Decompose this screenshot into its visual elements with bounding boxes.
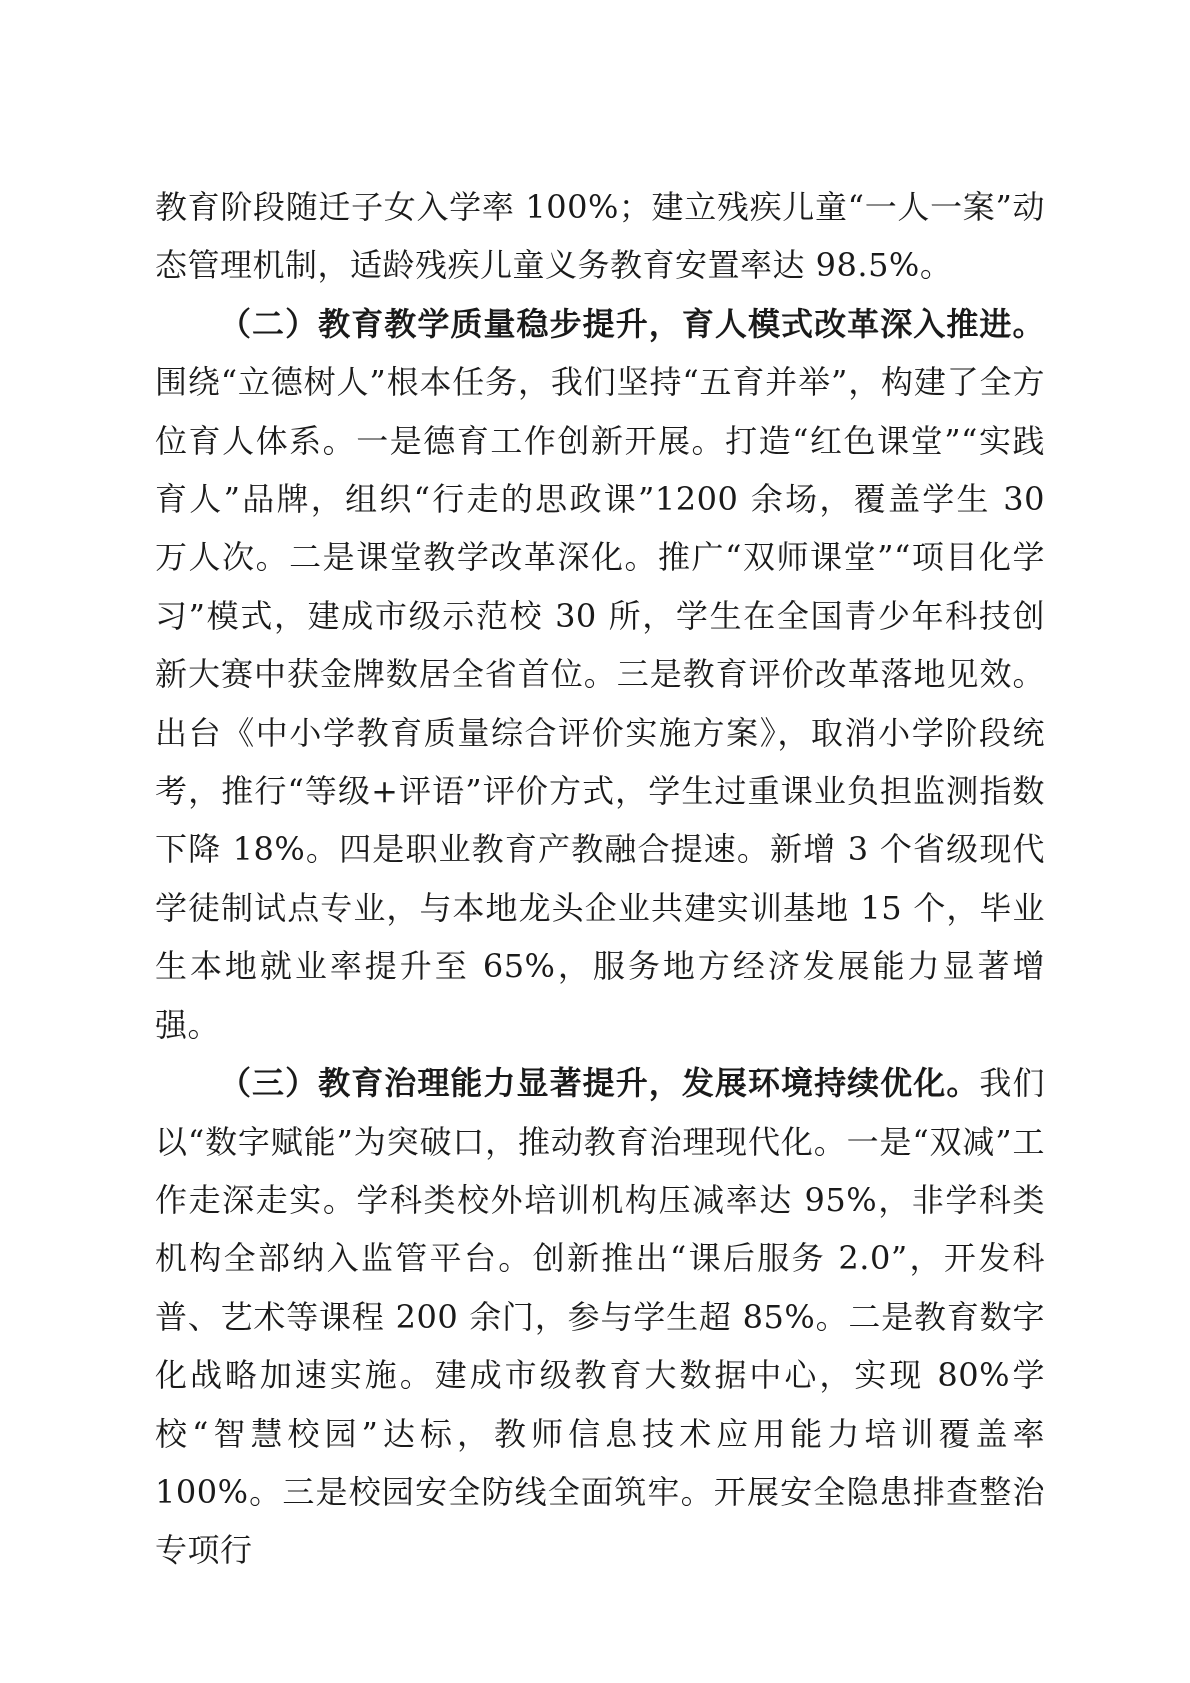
paragraph-1-text: 教育阶段随迁子女入学率 100%；建立残疾儿童“一人一案”动态管理机制，适龄残疾儿童义务教育安置率达 98.5%。 bbox=[155, 188, 1045, 285]
paragraph-3 bbox=[155, 1054, 1045, 1580]
paragraph-2 bbox=[155, 295, 1045, 1054]
section-heading-2: （二）教育教学质量稳步提升，育人模式改革深入推进。 bbox=[219, 304, 1045, 343]
paragraph-2-text: 围绕“立德树人”根本任务，我们坚持“五育并举”，构建了全方位育人体系。一是德育工作创新开展。打造“红色课堂”“实践育人”品牌，组织“行走的思政课”1200 余场，覆盖学生 30 万人次。二是课堂教学改革深化。推广“双师课堂”“项目化学习”模式，建成市级示范校 30 所，学生在全国青少年科技创新大赛中获金牌数居全省首位。三是教育评价改革落地见效。出台《中小学教育质量综合评价实施方案》，取消小学阶段统考，推行“等级+评语”评价方式，学生过重课业负担监测指数下降 18%。四是职业教育产教融合提速。新增 3 个省级现代学徒制试点专业，与本地龙头企业共建实训基地 15 个，毕业生本地就业率提升至 65%，服务地方经济发展能力显著增强。 bbox=[155, 363, 1045, 1044]
paragraph-1 bbox=[155, 178, 1045, 295]
paragraph-3-text: 我们以“数字赋能”为突破口，推动教育治理现代化。一是“双减”工作走深走实。学科类校外培训机构压减率达 95%，非学科类机构全部纳入监管平台。创新推出“课后服务 2.0”，开发科普、艺术等课程 200 余门，参与学生超 85%。二是教育数字化战略加速实施。建成市级教育大数据中心，实现 80%学校“智慧校园”达标，教师信息技术应用能力培训覆盖率 100%。三是校园安全防线全面筑牢。开展安全隐患排查整治专项行 bbox=[155, 1064, 1045, 1570]
document-body bbox=[155, 178, 1045, 1580]
section-heading-3: （三）教育治理能力显著提升，发展环境持续优化。 bbox=[219, 1064, 980, 1103]
